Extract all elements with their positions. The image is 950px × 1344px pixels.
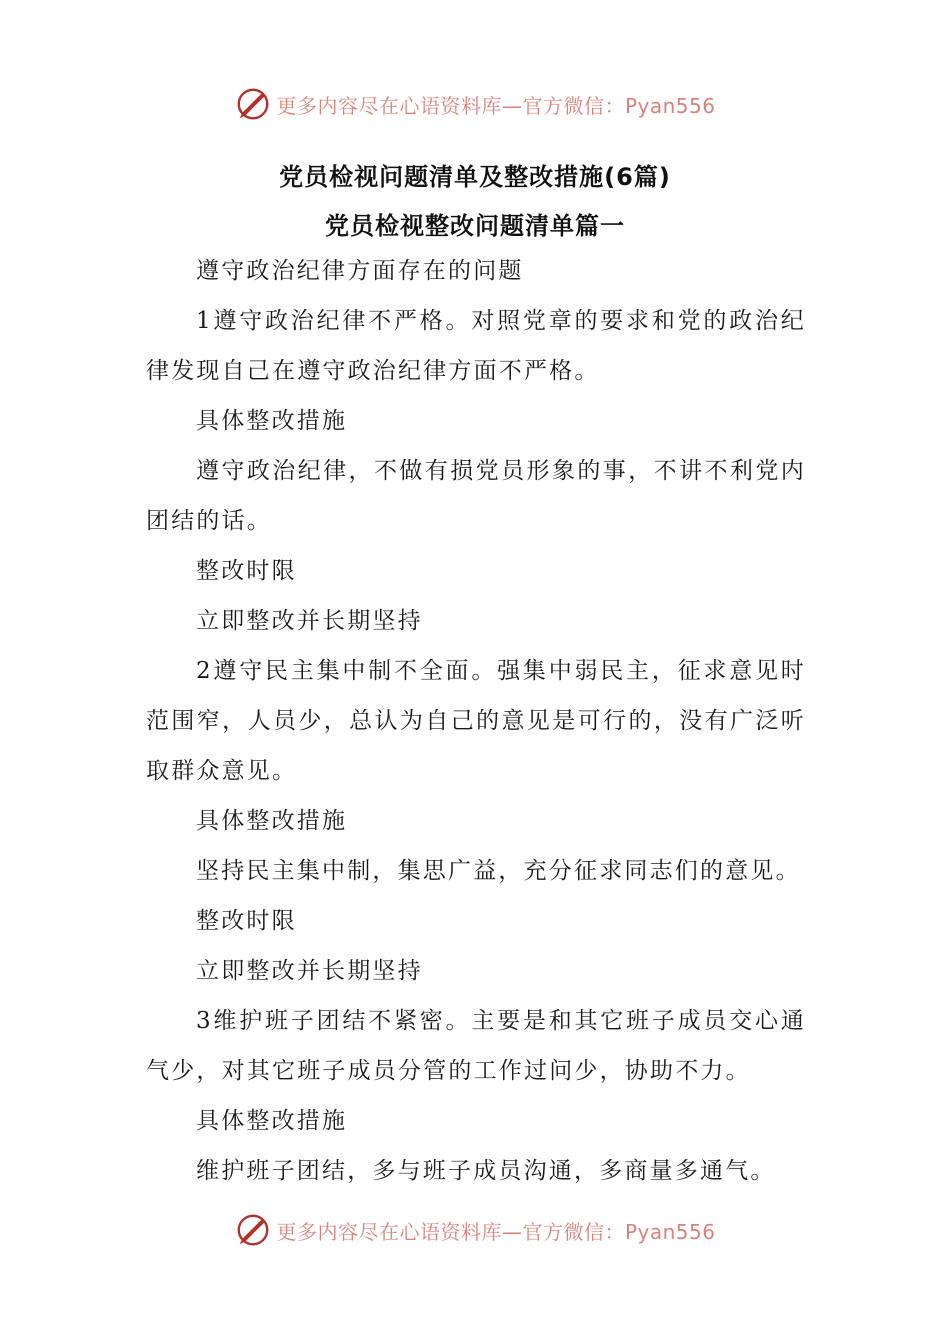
paragraph: 2遵守民主集中制不全面。强集中弱民主，征求意见时范围窄，人员少，总认为自己的意见是可行的，没有广泛听取群众意见。 [146,658,806,784]
paragraph: 立即整改并长期坚持 [196,608,423,634]
paragraph: 坚持民主集中制，集思广益，充分征求同志们的意见。 [196,858,801,884]
paragraph: 3维护班子团结不紧密。主要是和其它班子成员交心通气少，对其它班子成员分管的工作过问少，协助不力。 [146,1008,806,1084]
paragraph: 立即整改并长期坚持 [196,958,423,984]
paragraph: 维护班子团结，多与班子成员沟通，多商量多通气。 [196,1158,776,1184]
document-subtitle: 党员检视整改问题清单篇一 [325,212,625,240]
pen-logo-icon [234,1211,272,1249]
paragraph: 具体整改措施 [196,408,348,434]
paragraph: 遵守政治纪律，不做有损党员形象的事，不讲不利党内团结的话。 [146,458,806,534]
document-body [146,246,806,1196]
paragraph: 整改时限 [196,558,297,584]
footer-banner [0,1210,950,1250]
document-title: 党员检视问题清单及整改措施(6篇) [279,163,671,191]
banner-text: 更多内容尽在心语资料库—官方微信：Pyan556 [276,1219,716,1244]
paragraph: 具体整改措施 [196,808,348,834]
pen-logo-icon [234,85,272,123]
paragraph: 整改时限 [196,908,297,934]
paragraph: 具体整改措施 [196,1108,348,1134]
header-banner [0,84,950,124]
banner-text: 更多内容尽在心语资料库—官方微信：Pyan556 [276,93,716,118]
paragraph: 1遵守政治纪律不严格。对照党章的要求和党的政治纪律发现自己在遵守政治纪律方面不严格。 [146,308,806,384]
paragraph: 遵守政治纪律方面存在的问题 [196,258,524,284]
